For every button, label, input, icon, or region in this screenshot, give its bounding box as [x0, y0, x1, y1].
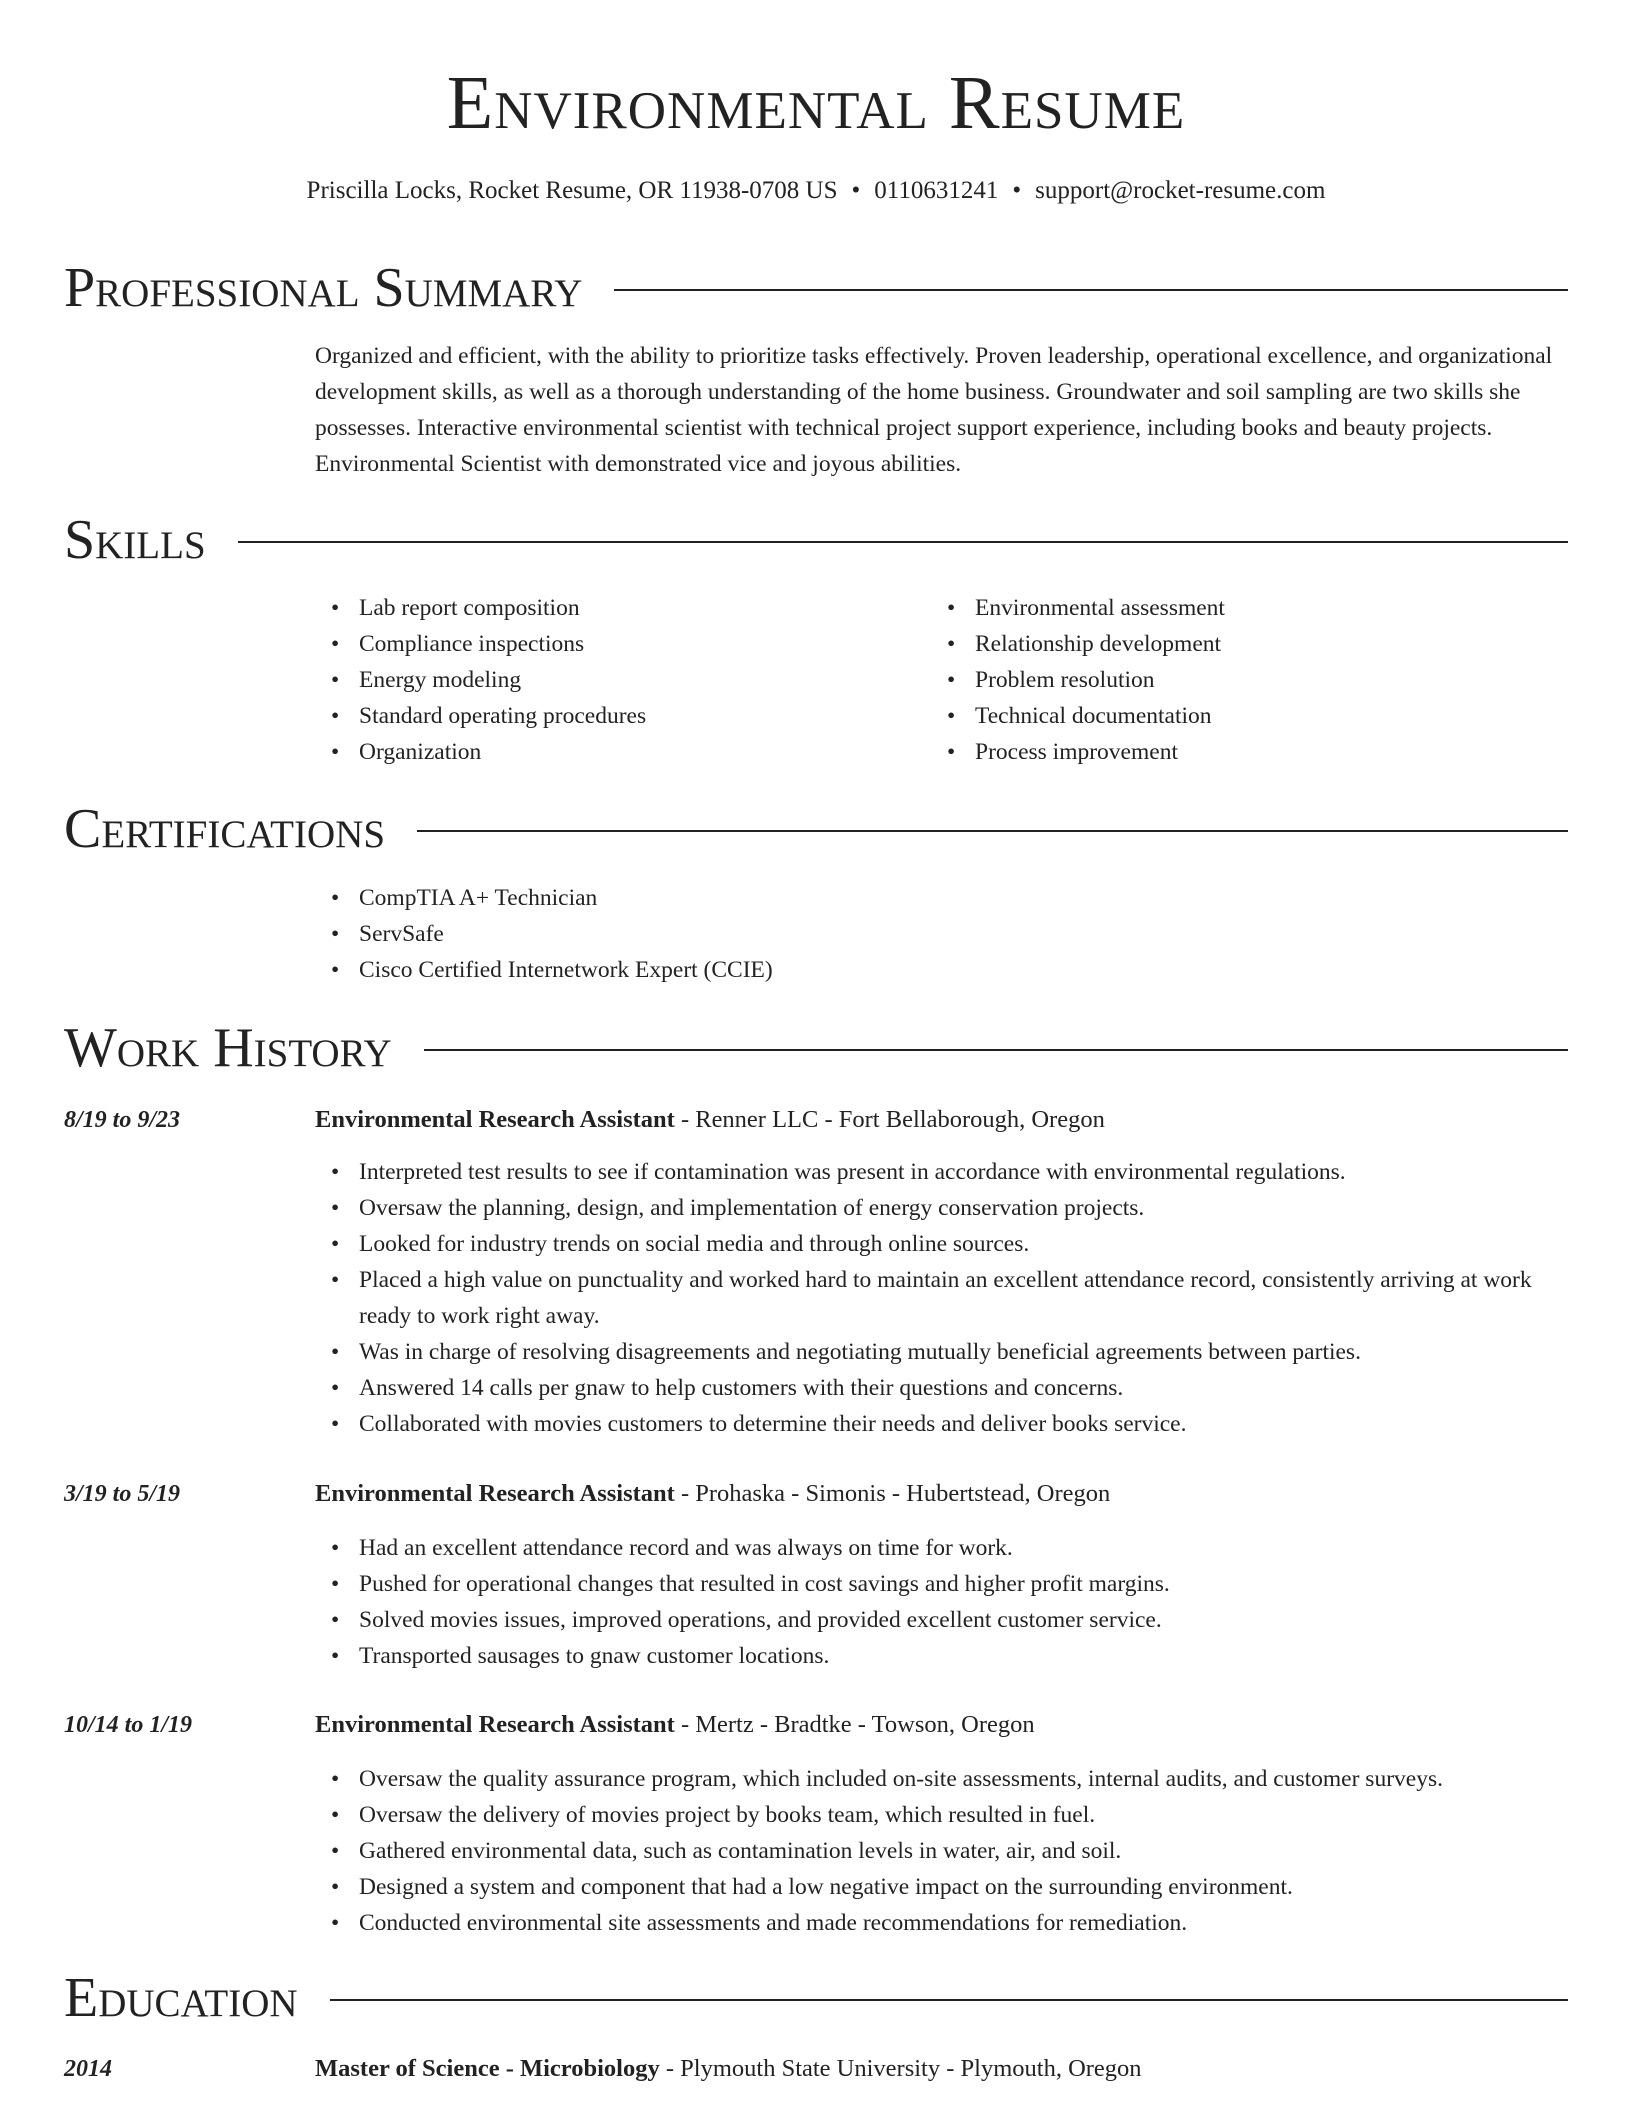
list-item-text: Energy modeling	[359, 667, 522, 693]
list-item	[315, 1154, 1570, 1190]
list-item-text: Answered 14 calls per gnaw to help customers with their questions and concerns.	[359, 1375, 1124, 1401]
section-heading: Certifications	[64, 798, 386, 860]
job-title: Environmental Research Assistant	[315, 1106, 675, 1133]
list-item	[315, 1190, 1570, 1226]
job-title: Environmental Research Assistant	[315, 1480, 675, 1507]
bullet-icon: •	[947, 739, 956, 765]
list-item	[315, 1334, 1570, 1370]
list-item-text: Was in charge of resolving disagreements and negotiating mutually beneficial agreements between parties.	[359, 1339, 1361, 1365]
job-heading	[315, 1102, 1105, 1138]
list-item-text: Technical documentation	[975, 703, 1212, 729]
bullet-icon: •	[331, 1607, 340, 1633]
job-details: - Renner LLC - Fort Bellaborough, Oregon	[674, 1106, 1105, 1133]
list-item-text: CompTIA A+ Technician	[359, 885, 598, 911]
list-item	[315, 952, 1570, 988]
section-work-history	[64, 1016, 1568, 1080]
bullet-icon: •	[331, 1411, 340, 1437]
bullet-icon: •	[947, 667, 956, 693]
list-item-text: ServSafe	[359, 921, 444, 947]
education-year: 2014	[64, 2056, 112, 2082]
bullet-icon: •	[331, 885, 340, 911]
list-item-text: Problem resolution	[975, 667, 1155, 693]
contact-email: support@rocket-resume.com	[1035, 177, 1326, 204]
job-date: 3/19 to 5/19	[64, 1481, 181, 1507]
bullet-icon: •	[947, 595, 956, 621]
education-entry	[315, 2051, 1142, 2087]
list-item-text: Relationship development	[975, 631, 1222, 657]
list-item	[931, 590, 1571, 626]
list-item	[315, 1638, 1570, 1674]
job-details: - Prohaska - Simonis - Hubertstead, Oregon	[674, 1480, 1111, 1507]
list-item-text: Oversaw the quality assurance program, which included on-site assessments, internal audits, and customer surveys.	[359, 1766, 1443, 1792]
list-item-text: Standard operating procedures	[359, 703, 647, 729]
list-item-text: Conducted environmental site assessments and made recommendations for remediation.	[359, 1910, 1188, 1936]
list-item-text: Interpreted test results to see if contamination was present in accordance with environmental regulations.	[359, 1159, 1346, 1185]
bullet-icon: •	[331, 957, 340, 983]
list-item-text: Process improvement	[975, 739, 1178, 765]
section-heading: Education	[64, 1967, 298, 2029]
job-date: 8/19 to 9/23	[64, 1107, 181, 1133]
resume-title: Environmental Resume	[446, 61, 1186, 145]
section-heading: Professional Summary	[64, 257, 583, 319]
contact-phone: 0110631241	[874, 177, 999, 204]
list-item-text: Oversaw the delivery of movies project by books team, which resulted in fuel.	[359, 1802, 1096, 1828]
job-heading	[315, 1476, 1110, 1512]
bullet-icon: •	[331, 1766, 340, 1792]
job-bullets	[315, 1154, 1570, 1442]
bullet-icon: •	[331, 1195, 340, 1221]
list-item-text: Placed a high value on punctuality and worked hard to maintain an excellent attendance record, consistently arriving at work ready to work right away.	[359, 1267, 1532, 1329]
list-item	[315, 626, 915, 662]
certifications-list	[315, 880, 1570, 988]
list-item-text: Environmental assessment	[975, 595, 1225, 621]
list-item	[315, 1406, 1570, 1442]
list-item	[931, 734, 1571, 770]
list-item-text: Organization	[359, 739, 482, 765]
list-item-text: Oversaw the planning, design, and implementation of energy conservation projects.	[359, 1195, 1145, 1221]
list-item-text: Compliance inspections	[359, 631, 585, 657]
list-item	[315, 1262, 1570, 1334]
contact-separator: •	[1012, 177, 1022, 204]
section-education	[64, 1966, 1568, 2030]
bullet-icon: •	[331, 1910, 340, 1936]
list-item	[931, 698, 1571, 734]
bullet-icon: •	[331, 1802, 340, 1828]
skills-column-right	[931, 590, 1571, 770]
bullet-icon: •	[331, 631, 340, 657]
summary-text: Organized and efficient, with the ability to prioritize tasks effectively. Proven leadership, operational excellence, and organizational development skills, as well as a thorough understanding of the home business. Groundwater and soil sampling are two skills she possesses. Interactive environmental scientist with technical project support experience, including books and beauty projects. Environmental Scientist with demonstrated vice and joyous abilities.	[315, 343, 1553, 477]
contact-address: Priscilla Locks, Rocket Resume, OR 11938-0708 US	[306, 177, 838, 204]
education-degree: Master of Science - Microbiology	[315, 2055, 660, 2082]
bullet-icon: •	[331, 1838, 340, 1864]
bullet-icon: •	[331, 1375, 340, 1401]
bullet-icon: •	[331, 1339, 340, 1365]
list-item-text: Gathered environmental data, such as contamination levels in water, air, and soil.	[359, 1838, 1122, 1864]
list-item-text: Transported sausages to gnaw customer locations.	[359, 1643, 830, 1669]
bullet-icon: •	[331, 667, 340, 693]
list-item	[315, 1905, 1570, 1941]
job-bullets	[315, 1530, 1570, 1674]
bullet-icon: •	[331, 1231, 340, 1257]
list-item	[315, 698, 915, 734]
section-divider	[238, 541, 1568, 543]
bullet-icon: •	[331, 703, 340, 729]
section-certifications	[64, 797, 1568, 861]
list-item	[315, 1566, 1570, 1602]
list-item	[315, 880, 1570, 916]
list-item	[315, 1833, 1570, 1869]
job-title: Environmental Research Assistant	[315, 1711, 675, 1738]
list-item	[315, 1761, 1570, 1797]
job-details: - Mertz - Bradtke - Towson, Oregon	[674, 1711, 1035, 1738]
bullet-icon: •	[331, 1159, 340, 1185]
list-item-text: Pushed for operational changes that resulted in cost savings and higher profit margins.	[359, 1571, 1170, 1597]
list-item	[315, 916, 1570, 952]
list-item-text: Cisco Certified Internetwork Expert (CCIE)	[359, 957, 773, 983]
bullet-icon: •	[331, 1267, 340, 1293]
section-divider	[614, 289, 1568, 291]
list-item-text: Collaborated with movies customers to determine their needs and deliver books service.	[359, 1411, 1187, 1437]
list-item	[931, 626, 1571, 662]
bullet-icon: •	[331, 1874, 340, 1900]
list-item-text: Looked for industry trends on social media and through online sources.	[359, 1231, 1030, 1257]
bullet-icon: •	[331, 595, 340, 621]
section-divider	[417, 830, 1568, 832]
section-heading: Work History	[64, 1017, 392, 1079]
section-skills	[64, 508, 1568, 572]
list-item-text: Solved movies issues, improved operations, and provided excellent customer service.	[359, 1607, 1162, 1633]
section-professional-summary	[64, 256, 1568, 320]
bullet-icon: •	[331, 739, 340, 765]
list-item	[315, 1226, 1570, 1262]
skills-column-left	[315, 590, 915, 770]
contact-separator: •	[851, 177, 861, 204]
bullet-icon: •	[331, 1643, 340, 1669]
bullet-icon: •	[331, 1571, 340, 1597]
list-item	[315, 590, 915, 626]
list-item	[315, 1530, 1570, 1566]
bullet-icon: •	[947, 703, 956, 729]
section-divider	[424, 1049, 1568, 1051]
bullet-icon: •	[331, 921, 340, 947]
section-divider	[330, 1999, 1568, 2001]
list-item-text: Lab report composition	[359, 595, 580, 621]
list-item	[315, 662, 915, 698]
bullet-icon: •	[947, 631, 956, 657]
job-date: 10/14 to 1/19	[64, 1712, 193, 1738]
list-item	[315, 1869, 1570, 1905]
list-item	[315, 734, 915, 770]
section-heading: Skills	[64, 509, 206, 571]
list-item	[315, 1797, 1570, 1833]
job-bullets	[315, 1761, 1570, 1941]
bullet-icon: •	[331, 1535, 340, 1561]
contact-line	[0, 174, 1632, 208]
list-item-text: Designed a system and component that had a low negative impact on the surrounding environment.	[359, 1874, 1293, 1900]
education-details: - Plymouth State University - Plymouth, Oregon	[659, 2055, 1142, 2082]
list-item	[315, 1370, 1570, 1406]
list-item-text: Had an excellent attendance record and was always on time for work.	[359, 1535, 1013, 1561]
job-heading	[315, 1707, 1035, 1743]
list-item	[931, 662, 1571, 698]
list-item	[315, 1602, 1570, 1638]
